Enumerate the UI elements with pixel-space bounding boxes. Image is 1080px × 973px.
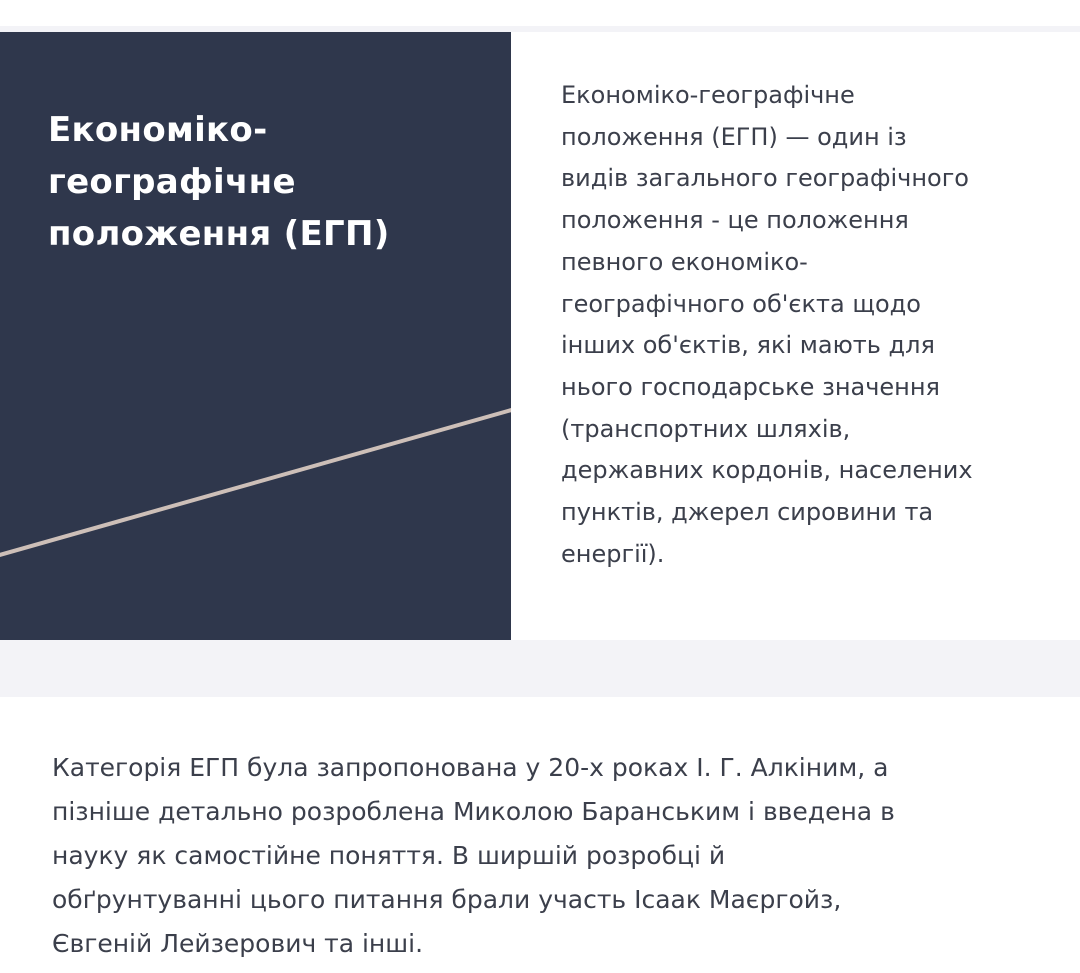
egp-definition-card [0,32,1080,640]
top-card-edge [0,0,1080,26]
diagonal-stroke [0,409,511,556]
title-panel [0,32,511,640]
definition-text: Економіко-географічне положення (ЕГП) — один із видів загального географічного положення - це положення певного економіко- географічного об'єкта щодо інших об'єктів, які мають для нього господарське значення (транспортних шляхів, державних кордонів, населених пунктів, джерел сировини та енергії). [561,81,973,568]
history-paragraph: Категорія ЕГП була запропонована у 20-х роках І. Г. Алкіним, а пізніше детально розроблена Миколою Баранським і введена в науку як самостійне поняття. В ширшій розробці й обґрунтуванні цього питання брали участь Ісаак Маєргойз, Євгеній Лейзерович та інші. [52,753,895,958]
section-title: Економіко- географічне положення (ЕГП) [48,110,390,254]
egp-history-card [0,697,1080,973]
